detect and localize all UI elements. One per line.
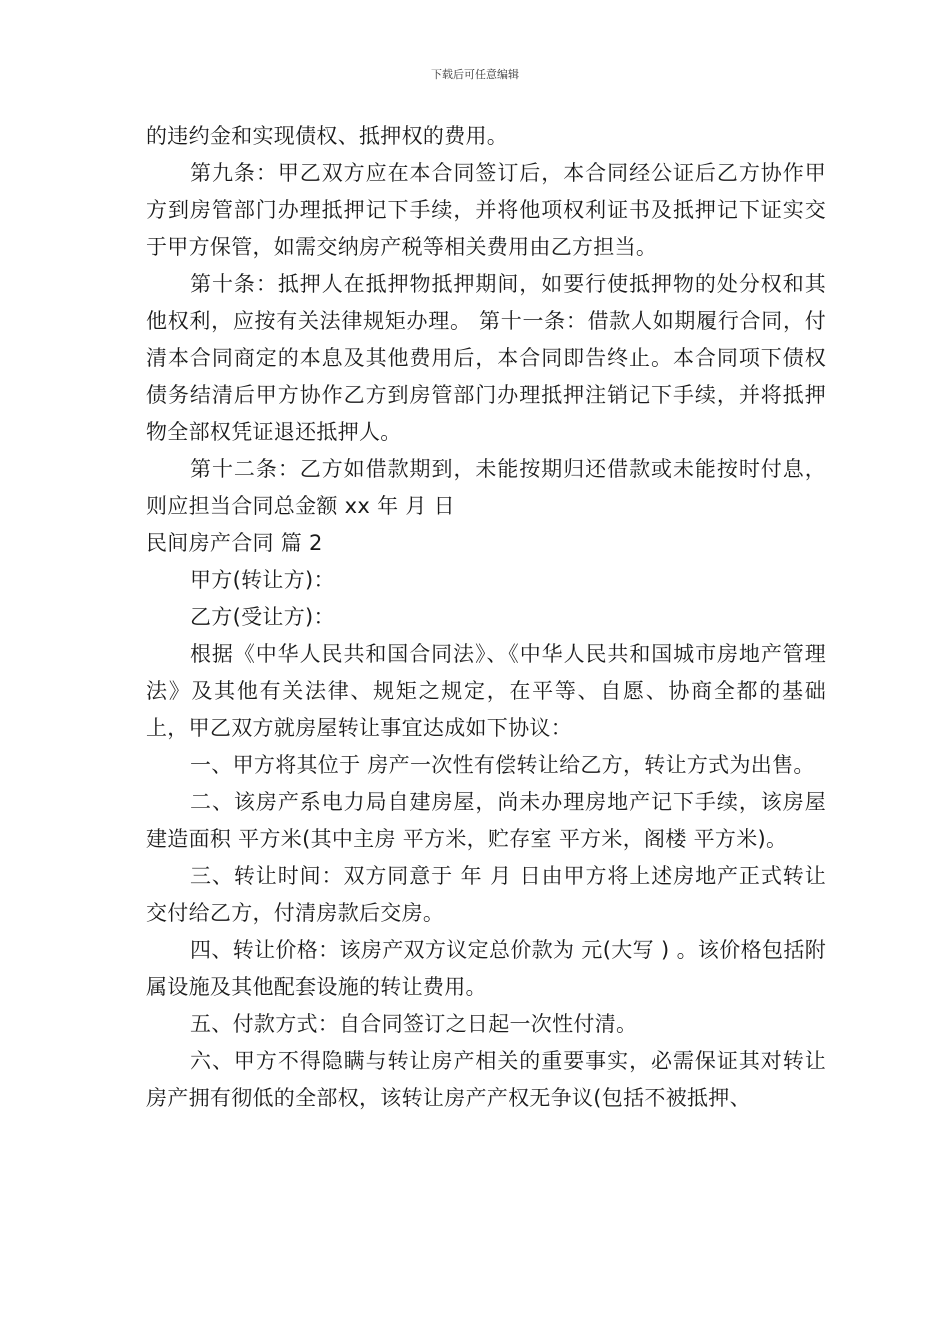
paragraph-clause-3: 三、转让时间：双方同意于 年 月 日由甲方将上述房地产正式转让交付给乙方，付清房款后交房。	[146, 864, 826, 925]
paragraph-article-10-11: 第十条：抵押人在抵押物抵押期间，如要行使抵押物的处分权和其他权利，应按有关法律规矩办理。 第十一条：借款人如期履行合同，付清本合同商定的本息及其他费用后，本合同即告终止。本合同项下债权债务结清后甲方协作乙方到房管部门办理抵押注销记下手续，并将抵押物全部权凭证退还抵押人。	[146, 272, 826, 444]
document-body	[146, 118, 826, 1117]
paragraph-continuation: 的违约金和实现债权、抵押权的费用。	[146, 124, 509, 148]
paragraph-clause-4: 四、转让价格：该房产双方议定总价款为 元(大写 ) 。该价格包括附属设施及其他配套设施的转让费用。	[146, 938, 826, 999]
paragraph-article-12: 第十二条：乙方如借款期到，未能按期归还借款或未能按时付息，则应担当合同总金额 xx 年 月 日	[146, 457, 826, 518]
section-title: 民间房产合同 篇 2	[146, 531, 323, 555]
paragraph-preamble: 根据《中华人民共和国合同法》、《中华人民共和国城市房地产管理法》及其他有关法律、规矩之规定，在平等、自愿、协商全都的基础上，甲乙双方就房屋转让事宜达成如下协议：	[146, 642, 826, 740]
paragraph-article-9: 第九条：甲乙双方应在本合同签订后，本合同经公证后乙方协作甲方到房管部门办理抵押记下手续，并将他项权利证书及抵押记下证实交于甲方保管，如需交纳房产税等相关费用由乙方担当。	[146, 161, 826, 259]
party-b-line: 乙方(受让方)：	[190, 605, 335, 629]
page-header: 下载后可任意编辑	[431, 68, 519, 81]
party-a-line: 甲方(转让方)：	[190, 568, 335, 592]
paragraph-clause-5: 五、付款方式：自合同签订之日起一次性付清。	[190, 1012, 638, 1036]
paragraph-clause-6: 六、甲方不得隐瞒与转让房产相关的重要事实，必需保证其对转让房产拥有彻低的全部权，该转让房产产权无争议(包括不被抵押、	[146, 1049, 826, 1110]
paragraph-clause-1: 一、甲方将其位于 房产一次性有偿转让给乙方，转让方式为出售。	[190, 753, 815, 777]
paragraph-clause-2: 二、该房产系电力局自建房屋，尚未办理房地产记下手续，该房屋建造面积 平方米(其中主房 平方米，贮存室 平方米，阁楼 平方米)。	[146, 790, 826, 851]
